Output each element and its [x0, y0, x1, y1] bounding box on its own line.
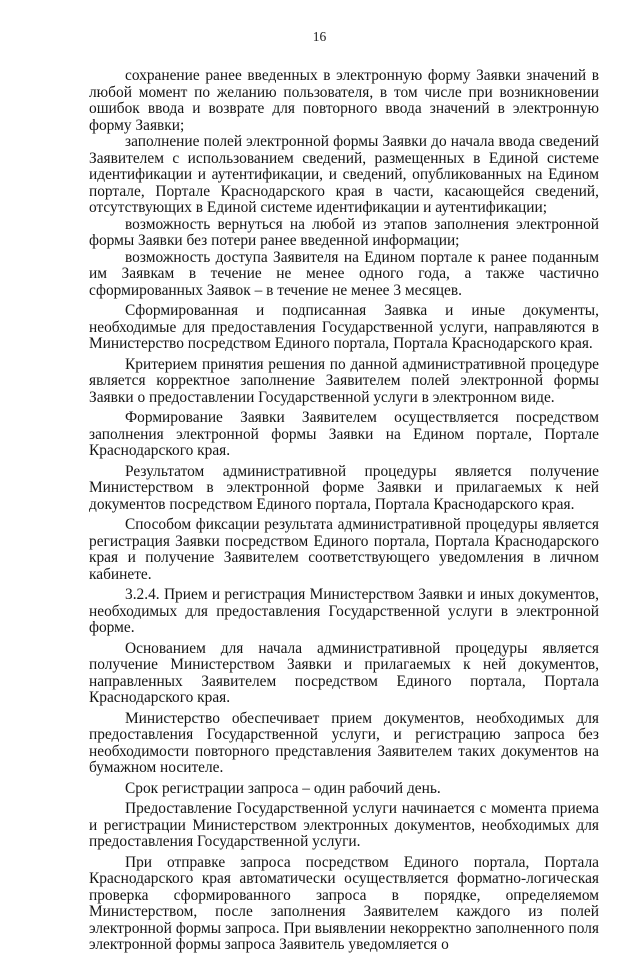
paragraph: Способом фиксации результата административной процедуры является регистрация Заявки посредством Единого портала, Портала Краснодарского края и получение Заявителем соответствующего уведомления в личном кабинете. [89, 516, 599, 583]
document-body [89, 68, 599, 954]
paragraph: возможность доступа Заявителя на Едином портале к ранее поданным им Заявкам в течение не менее одного года, а также частично сформированных Заявок – в течение не менее 3 месяцев. [89, 248, 599, 299]
paragraph: При отправке запроса посредством Единого портала, Портала Краснодарского края автоматически осуществляется форматно-логическая проверка сформированного запроса в порядке, определяемом Министерством, после заполнения Заявителем каждого из полей электронной формы запроса. При выявлении некорректно заполненного поля электронной формы запроса Заявитель уведомляется о [89, 853, 599, 953]
paragraph: Формирование Заявки Заявителем осуществляется посредством заполнения электронной формы Заявки на Едином портале, Портале Краснодарского края. [89, 409, 599, 459]
paragraph: 3.2.4. Прием и регистрация Министерством Заявки и иных документов, необходимых для предоставления Государственной услуги в электронной форме. [89, 586, 599, 636]
paragraph: Срок регистрации запроса – один рабочий день. [125, 779, 441, 797]
paragraph: возможность вернуться на любой из этапов заполнения электронной формы Заявки без потери ранее введенной информации; [89, 215, 599, 249]
paragraph: сохранение ранее введенных в электронную форму Заявки значений в любой момент по желанию пользователя, в том числе при возникновении ошибок ввода и возврате для повторного ввода значений в электронную форму Заявки; [89, 67, 599, 134]
paragraph: Результатом административной процедуры является получение Министерством в электронной форме Заявки и прилагаемых к ней документов посредством Единого портала, Портала Краснодарского края. [89, 462, 599, 513]
page-number: 16 [312, 29, 327, 44]
paragraph: Сформированная и подписанная Заявка и иные документы, необходимые для предоставления Государственной услуги, направляются в Министерство посредством Единого портала, Портала Краснодарского края. [89, 302, 599, 352]
paragraph: Критерием принятия решения по данной административной процедуре является корректное заполнение Заявителем полей электронной формы Заявки о предоставлении Государственной услуги в электронном виде. [89, 355, 599, 406]
paragraph: Основанием для начала административной процедуры является получение Министерством Заявки и прилагаемых к ней документов, направленных Заявителем посредством Единого портала, Портала Краснодарского края. [89, 639, 599, 706]
paragraph: Предоставление Государственной услуги начинается с момента приема и регистрации Министерством электронных документов, необходимых для предоставления Государственной услуги. [89, 800, 599, 850]
paragraph: Министерство обеспечивает прием документов, необходимых для предоставления Государственной услуги, и регистрацию запроса без необходимости повторного представления Заявителем таких документов на бумажном носителе. [89, 709, 599, 776]
paragraph: заполнение полей электронной формы Заявки до начала ввода сведений Заявителем с использованием сведений, размещенных в Единой системе идентификации и аутентификации, и сведений, опубликованных на Едином портале, Портале Краснодарского края в части, касающейся сведений, отсутствующих в Единой системе идентификации и аутентификации; [89, 133, 599, 216]
